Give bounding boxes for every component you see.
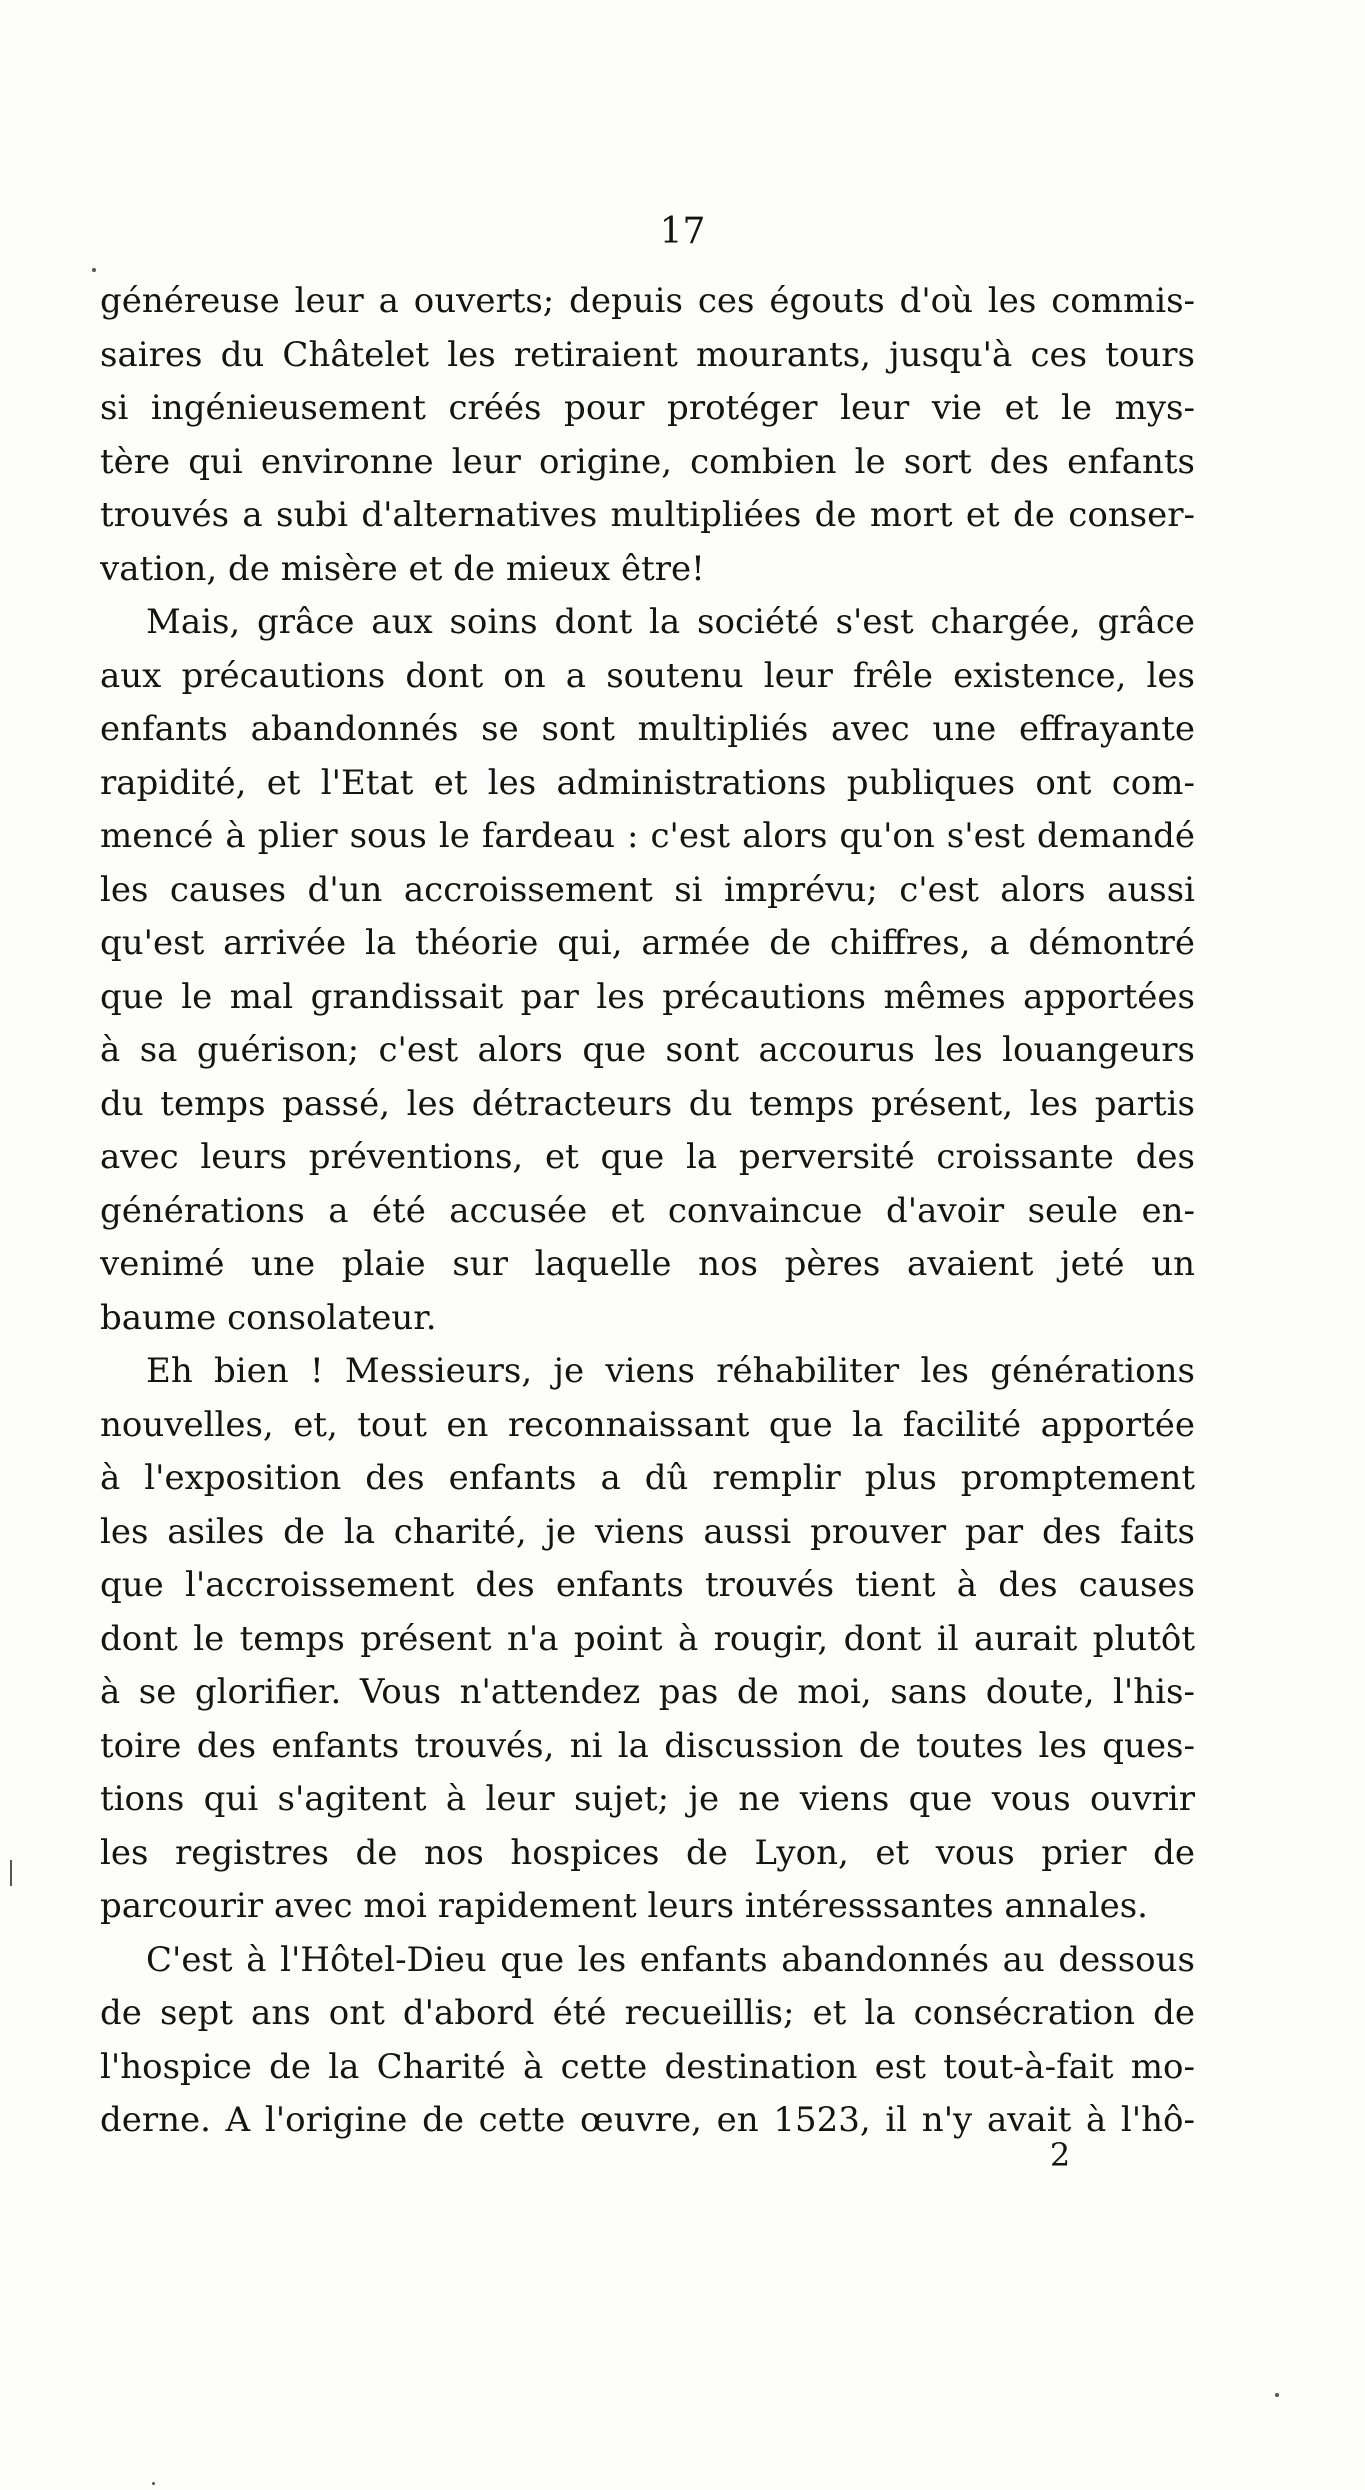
text-line: avec leurs préventions, et que la perversité croissante des <box>100 1137 1195 1177</box>
body-text <box>100 275 1195 2148</box>
text-line: mencé à plier sous le fardeau : c'est alors qu'on s'est demandé <box>100 816 1195 856</box>
text-line: enfants abandonnés se sont multipliés avec une effrayante <box>100 709 1195 749</box>
text-line: qu'est arrivée la théorie qui, armée de chiffres, a démontré <box>100 923 1195 963</box>
text-line: aux précautions dont on a soutenu leur frêle existence, les <box>100 655 1195 696</box>
text-line: que l'accroissement des enfants trouvés tient à des causes <box>100 1565 1195 1605</box>
text-line: à se glorifier. Vous n'attendez pas de moi, sans doute, l'his- <box>100 1672 1195 1712</box>
text-line: les causes d'un accroissement si imprévu; c'est alors aussi <box>100 869 1195 910</box>
text-line: rapidité, et l'Etat et les administrations publiques ont com- <box>100 762 1195 803</box>
text-line: dont le temps présent n'a point à rougir, dont il aurait plutôt <box>100 1618 1195 1659</box>
text-line: généreuse leur a ouverts; depuis ces égouts d'où les commis- <box>100 281 1195 321</box>
text-line: derne. A l'origine de cette œuvre, en 1523, il n'y avait à l'hô- <box>100 2100 1195 2140</box>
margin-speck <box>1275 2393 1279 2397</box>
paragraph-2 <box>100 596 1195 1345</box>
text-line: tère qui environne leur origine, combien le sort des enfants <box>100 441 1195 482</box>
text-line: du temps passé, les détracteurs du temps présent, les partis <box>100 1083 1195 1124</box>
text-line: si ingénieusement créés pour protéger leur vie et le mys- <box>100 388 1195 428</box>
text-line: vation, de misère et de mieux être! <box>100 548 705 589</box>
text-line: toire des enfants trouvés, ni la discussion de toutes les ques- <box>100 1725 1195 1766</box>
text-line: Mais, grâce aux soins dont la société s'est chargée, grâce <box>146 602 1195 642</box>
paragraph-3 <box>100 1345 1195 1934</box>
text-line: nouvelles, et, tout en reconnaissant que la facilité apportée <box>100 1404 1195 1445</box>
text-line: tions qui s'agitent à leur sujet; je ne viens que vous ouvrir <box>100 1779 1195 1819</box>
text-line: les registres de nos hospices de Lyon, et vous prier de <box>100 1832 1195 1873</box>
paragraph-4 <box>100 1934 1195 2148</box>
text-line: que le mal grandissait par les précautions mêmes apportées <box>100 976 1195 1017</box>
margin-speck <box>152 2482 155 2485</box>
margin-speck <box>92 268 96 272</box>
text-line: trouvés a subi d'alternatives multipliées de mort et de conser- <box>100 495 1195 535</box>
text-line: de sept ans ont d'abord été recueillis; et la consécration de <box>100 1993 1195 2033</box>
text-line: l'hospice de la Charité à cette destination est tout-à-fait mo- <box>100 2046 1195 2087</box>
text-line: baume consolateur. <box>100 1297 437 1338</box>
text-line: à sa guérison; c'est alors que sont accourus les louangeurs <box>100 1030 1195 1070</box>
text-line: saires du Châtelet les retiraient mourants, jusqu'à ces tours <box>100 334 1195 375</box>
text-line: parcourir avec moi rapidement leurs intéresssantes annales. <box>100 1886 1148 1926</box>
paragraph-1 <box>100 275 1195 596</box>
signature-mark: 2 <box>1049 2136 1071 2174</box>
text-line: les asiles de la charité, je viens aussi prouver par des faits <box>100 1511 1195 1552</box>
text-line: à l'exposition des enfants a dû remplir plus promptement <box>100 1458 1195 1498</box>
text-line: venimé une plaie sur laquelle nos pères avaient jeté un <box>100 1244 1195 1284</box>
text-line: C'est à l'Hôtel-Dieu que les enfants abandonnés au dessous <box>146 1939 1195 1980</box>
margin-rule <box>10 1860 12 1886</box>
text-line: générations a été accusée et convaincue d'avoir seule en- <box>100 1190 1195 1231</box>
page-number: 17 <box>659 211 706 252</box>
text-line: Eh bien ! Messieurs, je viens réhabiliter les générations <box>146 1351 1195 1391</box>
